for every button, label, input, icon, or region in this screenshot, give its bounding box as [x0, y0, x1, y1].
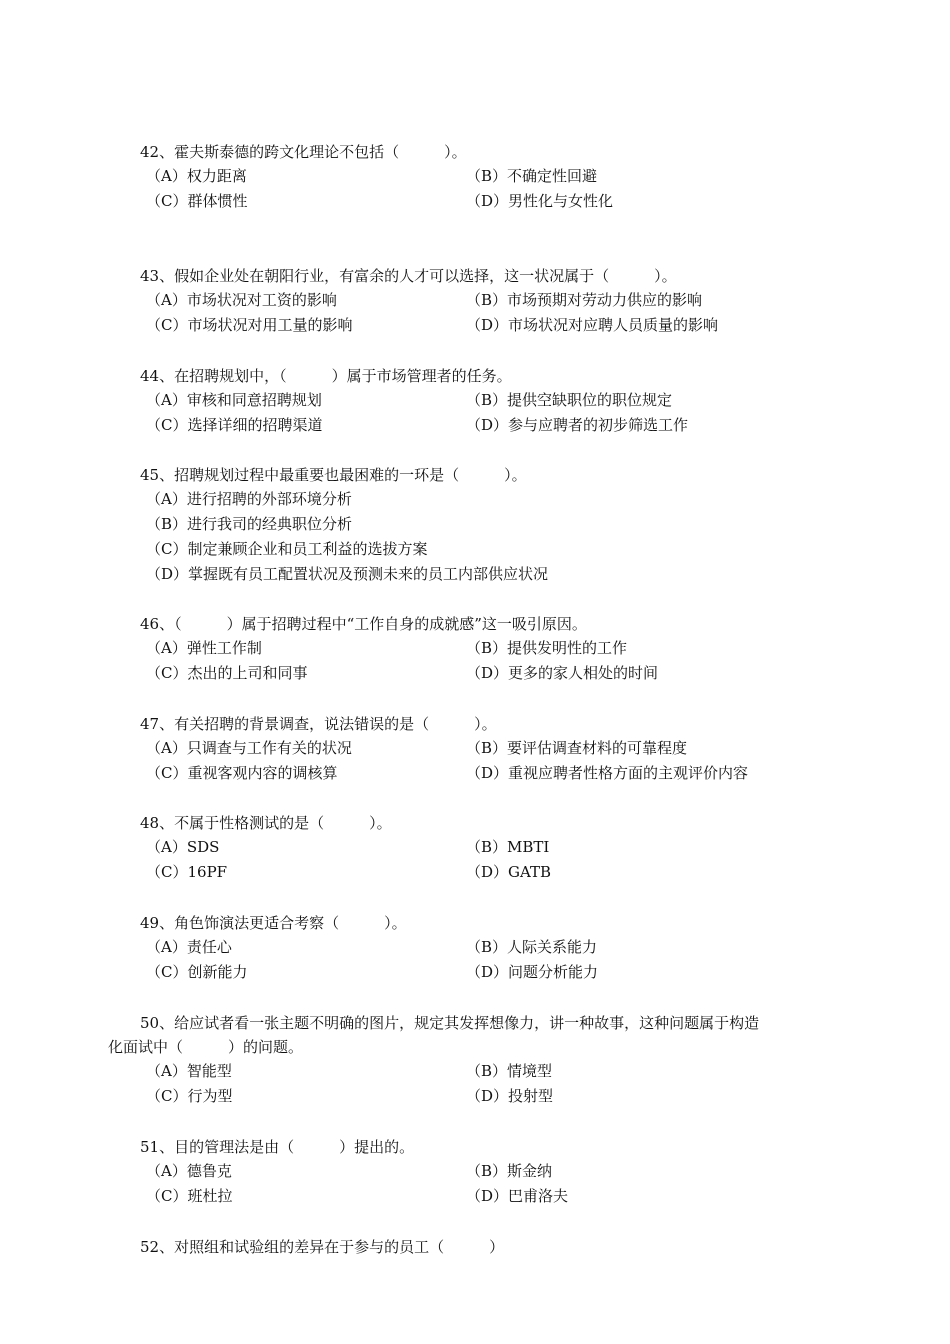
option-b: （B）要评估调查材料的可靠程度 — [466, 739, 688, 757]
question-47 — [140, 712, 840, 786]
question-44 — [140, 364, 840, 438]
option-d: （D）男性化与女性化 — [466, 192, 614, 210]
option-row — [140, 1084, 848, 1109]
question-50 — [108, 1011, 848, 1109]
option-a: （A）SDS — [146, 838, 220, 856]
option-a: （A）进行招聘的外部环境分析 — [146, 490, 352, 508]
option-row — [140, 636, 840, 661]
option-b: （B）情境型 — [466, 1062, 553, 1080]
option-b: （B）市场预期对劳动力供应的影响 — [466, 291, 703, 309]
option-a: （A）智能型 — [146, 1062, 232, 1080]
question-48 — [140, 811, 840, 885]
option-d: （D）市场状况对应聘人员质量的影响 — [466, 316, 719, 334]
option-row — [140, 761, 840, 786]
option-c: （C）杰出的上司和同事 — [146, 664, 308, 682]
option-b: （B）提供发明性的工作 — [466, 639, 628, 657]
question-45 — [140, 463, 840, 587]
option-d: （D）问题分析能力 — [466, 963, 599, 981]
option-d: （D）参与应聘者的初步筛选工作 — [466, 416, 689, 434]
option-row — [140, 1059, 848, 1084]
option-c: （C）重视客观内容的调核算 — [146, 764, 338, 782]
option-c: （C）选择详细的招聘渠道 — [146, 416, 323, 434]
option-row — [140, 661, 840, 686]
option-c: （C）班杜拉 — [146, 1187, 233, 1205]
option-d: （D）投射型 — [466, 1087, 554, 1105]
option-row — [140, 835, 840, 860]
option-d: （D）更多的家人相处的时间 — [466, 664, 659, 682]
option-b: （B）MBTI — [466, 838, 550, 856]
question-stem: 45、招聘规划过程中最重要也最困难的一环是（ ）。 — [140, 466, 527, 484]
option-row — [140, 1159, 840, 1184]
question-stem: 48、不属于性格测试的是（ ）。 — [140, 814, 392, 832]
option-row — [140, 189, 840, 214]
option-d: （D）掌握既有员工配置状况及预测未来的员工内部供应状况 — [146, 565, 549, 583]
option-a: （A）审核和同意招聘规划 — [146, 391, 322, 409]
question-stem-line-1: 50、给应试者看一张主题不明确的图片，规定其发挥想像力，讲一种故事，这种问题属于构造 — [140, 1014, 760, 1032]
question-stem: 47、有关招聘的背景调查，说法错误的是（ ）。 — [140, 715, 497, 733]
option-row — [140, 388, 840, 413]
question-stem: 46、（ ）属于招聘过程中“工作自身的成就感”这一吸引原因。 — [140, 615, 587, 633]
question-42 — [140, 140, 840, 214]
option-c: （C）制定兼顾企业和员工利益的选拔方案 — [146, 540, 428, 558]
question-stem: 42、霍夫斯泰德的跨文化理论不包括（ ）。 — [140, 143, 467, 161]
question-52 — [140, 1235, 840, 1259]
option-a: （A）弹性工作制 — [146, 639, 262, 657]
question-stem: 43、假如企业处在朝阳行业，有富余的人才可以选择，这一状况属于（ ）。 — [140, 267, 677, 285]
option-a: （A）只调查与工作有关的状况 — [146, 739, 352, 757]
question-46 — [140, 612, 840, 686]
option-row — [140, 313, 840, 338]
option-c: （C）16PF — [146, 863, 228, 881]
option-c: （C）市场状况对用工量的影响 — [146, 316, 353, 334]
question-43 — [140, 264, 840, 338]
option-row — [140, 736, 840, 761]
option-c: （C）创新能力 — [146, 963, 248, 981]
question-stem: 49、角色饰演法更适合考察（ ）。 — [140, 914, 407, 932]
option-b: （B）人际关系能力 — [466, 938, 598, 956]
option-row — [140, 164, 840, 189]
option-b: （B）不确定性回避 — [466, 167, 598, 185]
option-c: （C）群体惯性 — [146, 192, 248, 210]
question-49 — [140, 911, 840, 985]
question-stem-line-2: 化面试中（ ）的问题。 — [108, 1038, 304, 1056]
option-d: （D）GATB — [466, 863, 552, 881]
option-row — [140, 860, 840, 885]
option-row — [140, 960, 840, 985]
option-row — [140, 935, 840, 960]
option-b: （B）斯金纳 — [466, 1162, 553, 1180]
option-row — [140, 413, 840, 438]
question-stem: 51、目的管理法是由（ ）提出的。 — [140, 1138, 415, 1156]
option-b: （B）进行我司的经典职位分析 — [146, 515, 353, 533]
question-stem: 52、对照组和试验组的差异在于参与的员工（ ） — [140, 1238, 505, 1256]
question-stem: 44、在招聘规划中，（ ）属于市场管理者的任务。 — [140, 367, 512, 385]
option-a: （A）市场状况对工资的影响 — [146, 291, 337, 309]
question-51 — [140, 1135, 840, 1209]
option-a: （A）德鲁克 — [146, 1162, 232, 1180]
option-row — [140, 288, 840, 313]
option-d: （D）巴甫洛夫 — [466, 1187, 569, 1205]
option-d: （D）重视应聘者性格方面的主观评价内容 — [466, 764, 749, 782]
option-b: （B）提供空缺职位的职位规定 — [466, 391, 673, 409]
option-row — [140, 1184, 840, 1209]
option-c: （C）行为型 — [146, 1087, 233, 1105]
option-a: （A）责任心 — [146, 938, 232, 956]
option-a: （A）权力距离 — [146, 167, 247, 185]
